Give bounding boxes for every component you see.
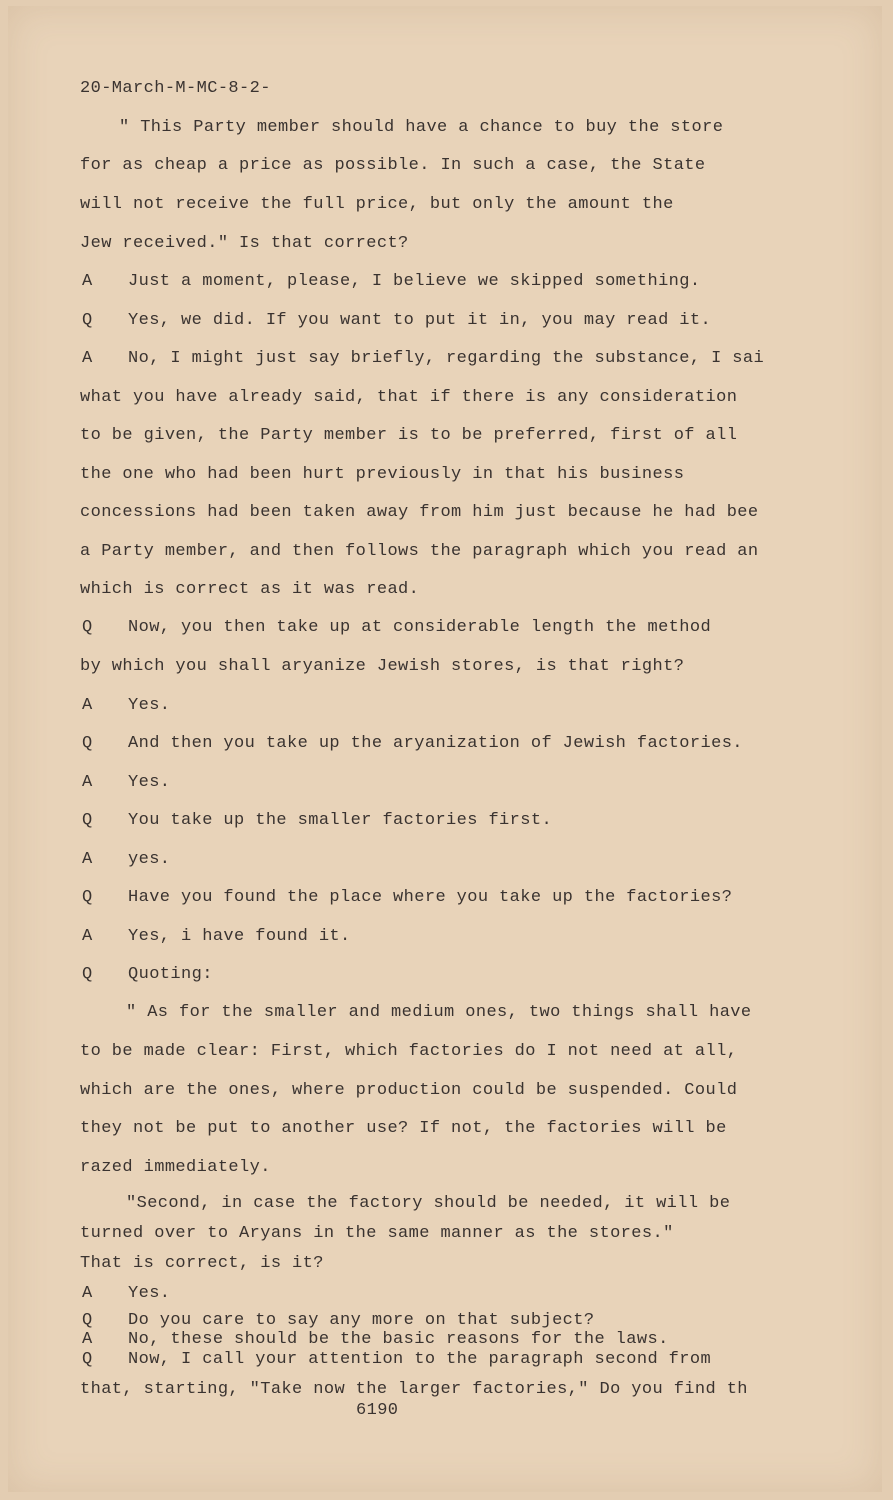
quote-line: "Second, in case the factory should be needed, it will be: [126, 1194, 731, 1213]
text-line: for as cheap a price as possible. In such a case, the State: [80, 156, 706, 175]
text-line: by which you shall aryanize Jewish stores, is that right?: [80, 657, 685, 676]
answer-text: Yes, i have found it.: [128, 927, 351, 946]
quote-line: razed immediately.: [80, 1158, 271, 1177]
question-text: Have you found the place where you take up the factories?: [128, 888, 733, 907]
answer-text: yes.: [128, 850, 171, 869]
quote-line: turned over to Aryans in the same manner as the stores.": [80, 1224, 674, 1243]
answer-text: No, these should be the basic reasons for the laws.: [128, 1330, 669, 1349]
speaker-label: Q: [82, 1311, 93, 1330]
text-line: That is correct, is it?: [80, 1254, 324, 1273]
text-line: Jew received." Is that correct?: [80, 234, 409, 253]
question-text: Do you care to say any more on that subject?: [128, 1311, 595, 1330]
answer-text: Yes.: [128, 696, 171, 715]
document-page: [8, 6, 882, 1492]
speaker-label: A: [82, 1330, 93, 1349]
quote-line: to be made clear: First, which factories do I not need at all,: [80, 1042, 738, 1061]
question-text: Yes, we did. If you want to put it in, you may read it.: [128, 311, 712, 330]
speaker-label: Q: [82, 811, 93, 830]
text-line: concessions had been taken away from him just because he had bee: [80, 503, 759, 522]
speaker-label: Q: [82, 888, 93, 907]
speaker-label: A: [82, 1284, 93, 1303]
speaker-label: Q: [82, 965, 93, 984]
text-line: a Party member, and then follows the paragraph which you read an: [80, 542, 759, 561]
speaker-label: A: [82, 349, 93, 368]
text-line: will not receive the full price, but only the amount the: [80, 195, 674, 214]
text-line: which is correct as it was read.: [80, 580, 420, 599]
speaker-label: A: [82, 773, 93, 792]
text-line: that, starting, "Take now the larger factories," Do you find th: [80, 1380, 748, 1399]
question-text: Now, I call your attention to the paragraph second from: [128, 1350, 712, 1369]
speaker-label: A: [82, 850, 93, 869]
answer-text: Yes.: [128, 773, 171, 792]
question-text: Quoting:: [128, 965, 213, 984]
quote-line: which are the ones, where production could be suspended. Could: [80, 1081, 738, 1100]
text-line: to be given, the Party member is to be preferred, first of all: [80, 426, 738, 445]
answer-text: Just a moment, please, I believe we skipped something.: [128, 272, 701, 291]
quote-line: they not be put to another use? If not, the factories will be: [80, 1119, 727, 1138]
speaker-label: Q: [82, 1350, 93, 1369]
speaker-label: Q: [82, 734, 93, 753]
question-text: And then you take up the aryanization of Jewish factories.: [128, 734, 743, 753]
page-number: 6190: [356, 1401, 399, 1420]
speaker-label: A: [82, 927, 93, 946]
speaker-label: A: [82, 272, 93, 291]
answer-text: Yes.: [128, 1284, 171, 1303]
question-text: You take up the smaller factories first.: [128, 811, 553, 830]
speaker-label: Q: [82, 311, 93, 330]
text-line: what you have already said, that if there is any consideration: [80, 388, 738, 407]
text-line: the one who had been hurt previously in that his business: [80, 465, 685, 484]
quote-line: " As for the smaller and medium ones, two things shall have: [126, 1003, 752, 1022]
answer-text: No, I might just say briefly, regarding the substance, I sai: [128, 349, 765, 368]
page-header: 20-March-M-MC-8-2-: [80, 79, 271, 98]
speaker-label: A: [82, 696, 93, 715]
speaker-label: Q: [82, 618, 93, 637]
text-line: " This Party member should have a chance to buy the store: [119, 118, 724, 137]
question-text: Now, you then take up at considerable length the method: [128, 618, 712, 637]
